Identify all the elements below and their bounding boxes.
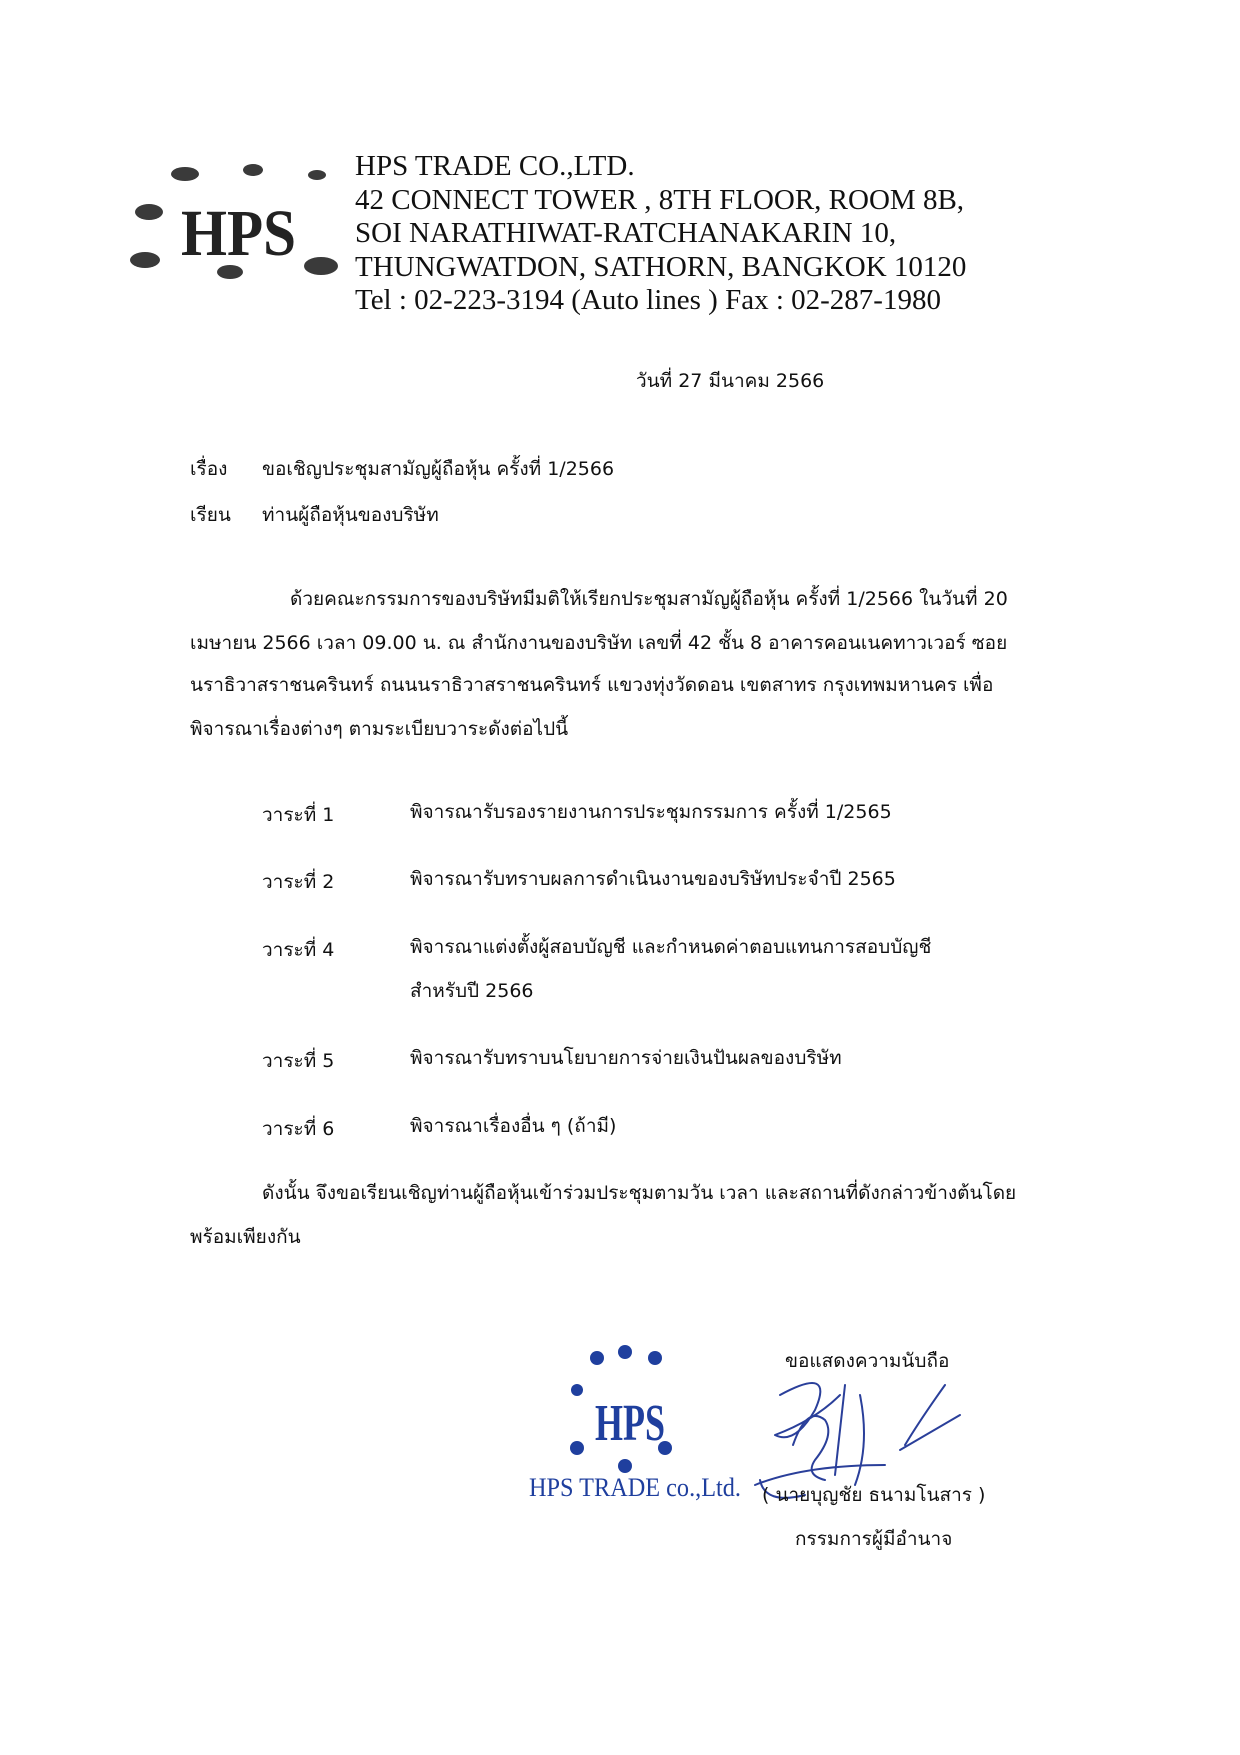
closing-line: พร้อมเพียงกัน [190,1226,301,1248]
stamp-company-text: HPS TRADE co.,Ltd. [529,1473,741,1502]
recipient-label: เรียน [190,504,231,526]
agenda-text: พิจารณารับทราบนโยบายการจ่ายเงินปันผลของบริษัท [410,1047,842,1069]
agenda-label: วาระที่ 4 [262,939,335,961]
agenda-text: พิจารณาแต่งตั้งผู้สอบบัญชี และกำหนดค่าตอบแทนการสอบบัญชี [410,936,932,958]
body-line: ด้วยคณะกรรมการของบริษัทมีมติให้เรียกประชุมสามัญผู้ถือหุ้น ครั้งที่ 1/2566 ในวันที่ 20 [290,588,1008,610]
address-line-3: THUNGWATDON, SATHORN, BANGKOK 10120 [355,250,967,283]
company-block [355,150,966,318]
subject-label: เรื่อง [190,458,228,480]
body-line: พิจารณาเรื่องต่างๆ ตามระเบียบวาระดังต่อไปนี้ [190,718,569,740]
company-name: HPS TRADE CO.,LTD. [355,150,635,182]
signer-name: ( นายบุญชัย ธนามโนสาร ) [762,1484,986,1506]
stamp-logo-text: HPS [595,1395,665,1452]
body-line: เมษายน 2566 เวลา 09.00 น. ณ สำนักงานของบริษัท เลขที่ 42 ชั้น 8 อาคารคอนเนคทาวเวอร์ ซอย [190,632,1008,654]
agenda-label: วาระที่ 5 [262,1050,335,1072]
address-line-2: SOI NARATHIWAT-RATCHANAKARIN 10, [355,217,897,249]
agenda-label: วาระที่ 2 [262,871,335,893]
recipient-value: ท่านผู้ถือหุ้นของบริษัท [262,504,439,526]
signer-title: กรรมการผู้มีอำนาจ [795,1528,953,1550]
company-logo [125,150,345,290]
company-stamp [525,1338,755,1508]
closing-salutation: ขอแสดงความนับถือ [785,1350,950,1372]
agenda-text: พิจารณาเรื่องอื่น ๆ (ถ้ามี) [410,1115,617,1137]
agenda-label: วาระที่ 6 [262,1118,335,1140]
address-line-1: 42 CONNECT TOWER , 8TH FLOOR, ROOM 8B, [355,183,965,216]
logo-text: HPS [181,197,296,270]
subject-value: ขอเชิญประชุมสามัญผู้ถือหุ้น ครั้งที่ 1/2566 [262,458,615,480]
agenda-text: สำหรับปี 2566 [410,980,534,1002]
agenda-text: พิจารณารับทราบผลการดำเนินงานของบริษัทประจำปี 2565 [410,868,896,890]
closing-line: ดังนั้น จึงขอเรียนเชิญท่านผู้ถือหุ้นเข้าร่วมประชุมตามวัน เวลา และสถานที่ดังกล่าวข้างต้นโดย [262,1182,1017,1204]
agenda-label: วาระที่ 1 [262,804,335,826]
contact-line: Tel : 02-223-3194 (Auto lines ) Fax : 02-287-1980 [355,284,941,316]
body-line: นราธิวาสราชนครินทร์ ถนนนราธิวาสราชนครินทร์ แขวงทุ่งวัดดอน เขตสาทร กรุงเทพมหานคร เพื่อ [190,674,994,696]
agenda-text: พิจารณารับรองรายงานการประชุมกรรมการ ครั้งที่ 1/2565 [410,801,892,823]
letter-date: วันที่ 27 มีนาคม 2566 [636,370,825,392]
